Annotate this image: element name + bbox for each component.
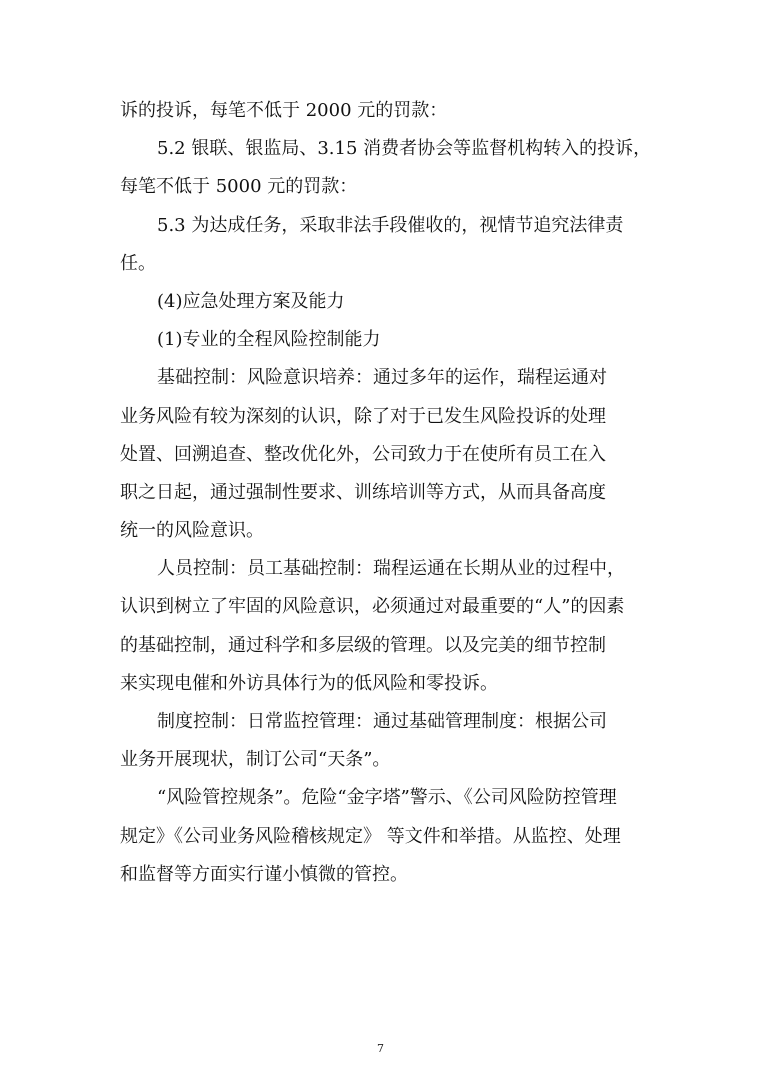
text-line: 业务开展现状，制订公司“天条”。 (120, 749, 391, 771)
text-line: “风险管控规条”。危险“金字塔”警示、《公司风险防控管理 (157, 787, 617, 809)
text-line: 5.3 为达成任务，采取非法手段催收的，视情节追究法律责 (157, 214, 624, 236)
section-heading: (1)专业的全程风险控制能力 (157, 329, 381, 351)
text-line: 每笔不低于 5000 元的罚款： (120, 176, 358, 198)
text-line: 业务风险有较为深刻的认识，除了对于已发生风险投诉的处理 (120, 405, 606, 427)
text-line: 人员控制：员工基础控制：瑞程运通在长期从业的过程中， (157, 558, 625, 580)
text-line: 制度控制：日常监控管理：通过基础管理制度：根据公司 (157, 711, 607, 732)
text-line: 来实现电催和外访具体行为的低风险和零投诉。 (120, 672, 498, 694)
text-line: 统一的风险意识。 (120, 520, 264, 542)
section-heading: (4)应急处理方案及能力 (157, 290, 345, 312)
text-line: 任。 (120, 252, 156, 274)
body-text (120, 92, 652, 894)
text-line: 的基础控制，通过科学和多层级的管理。以及完美的细节控制 (120, 634, 606, 656)
text-line: 处置、回溯追查、整改优化外，公司致力于在使所有员工在入 (120, 443, 606, 465)
text-line: 认识到树立了牢固的风险意识，必须通过对最重要的“人”的因素 (120, 596, 625, 618)
page-number: 7 (377, 1042, 384, 1055)
text-line: 和监督等方面实行谨小慎微的管控。 (120, 863, 408, 885)
text-line: 职之日起，通过强制性要求、训练培训等方式，从而具备高度 (120, 481, 606, 503)
text-line: 5.2 银联、银监局、3.15 消费者协会等监督机构转入的投诉， (157, 138, 652, 160)
text-line: 规定》《公司业务风险稽核规定》 等文件和举措。从监控、处理 (120, 825, 621, 847)
text-line: 基础控制：风险意识培养：通过多年的运作，瑞程运通对 (157, 367, 607, 389)
text-line: 诉的投诉，每笔不低于 2000 元的罚款： (120, 100, 448, 121)
